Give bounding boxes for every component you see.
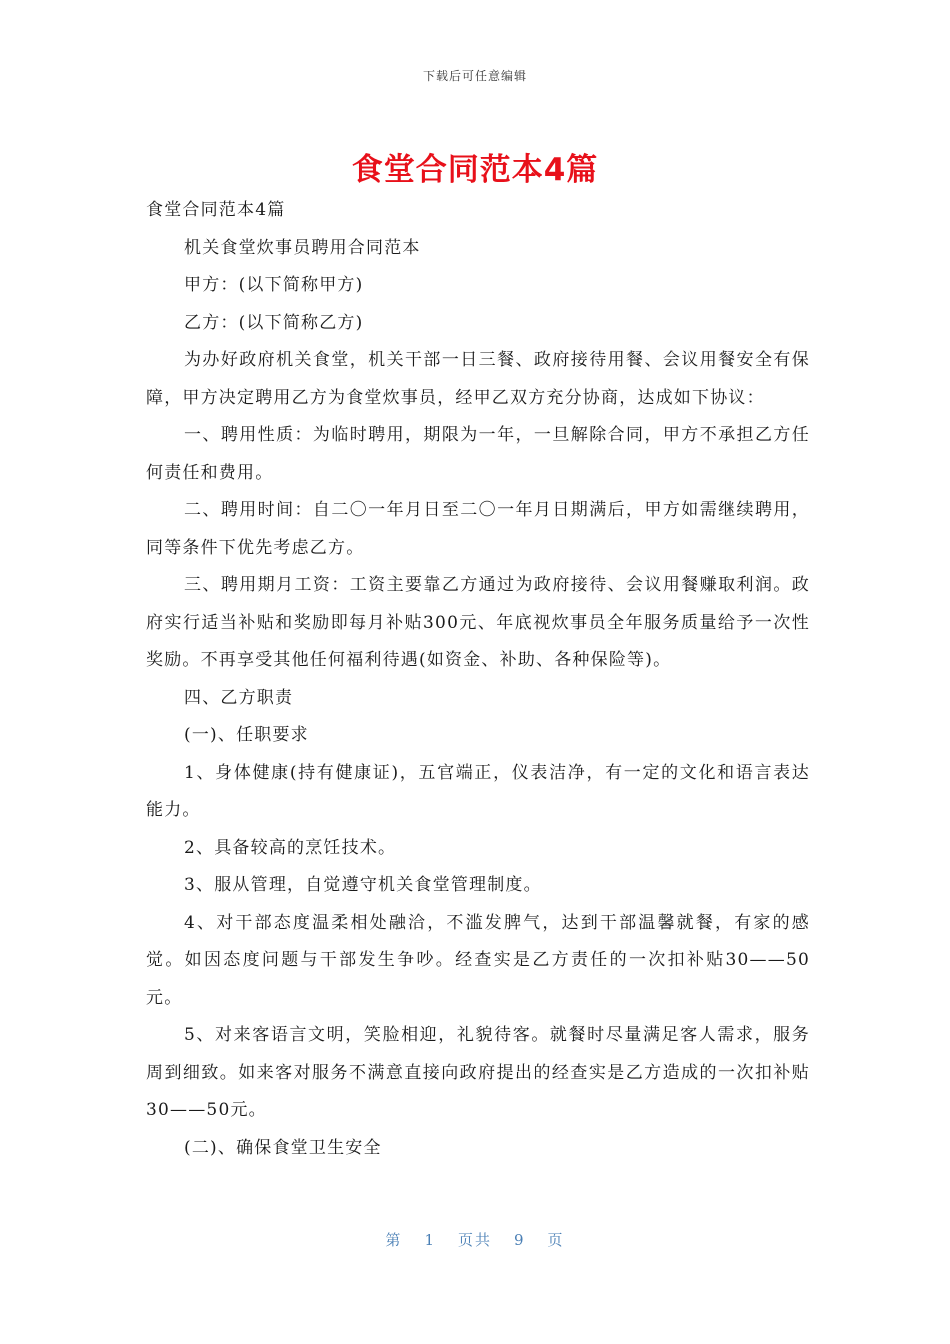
document-body (146, 192, 810, 1167)
doc-subtitle: 食堂合同范本4篇 (146, 200, 286, 220)
clause-2-paragraph: 二、聘用时间：自二〇一年月日至二〇一年月日期满后，甲方如需继续聘用，同等条件下优先考虑乙方。 (146, 500, 810, 558)
current-page-number: 1 (424, 1231, 436, 1249)
clause-1-paragraph: 一、聘用性质：为临时聘用，期限为一年，一旦解除合同，甲方不承担乙方任何责任和费用。 (146, 425, 810, 483)
document-title: 食堂合同范本4篇 (351, 152, 599, 188)
requirement-5-paragraph: 5、对来客语言文明，笑脸相迎，礼貌待客。就餐时尽量满足客人需求，服务周到细致。如来客对服务不满意直接向政府提出的经查实是乙方造成的一次扣补贴30——50元。 (146, 1025, 810, 1120)
preamble-paragraph: 为办好政府机关食堂，机关干部一日三餐、政府接待用餐、会议用餐安全有保障，甲方决定聘用乙方为食堂炊事员，经甲乙双方充分协商，达成如下协议： (146, 350, 810, 408)
requirement-1-paragraph: 1、身体健康(持有健康证)，五官端正，仪表洁净，有一定的文化和语言表达能力。 (146, 762, 810, 820)
requirement-2-paragraph: 2、具备较高的烹饪技术。 (184, 837, 397, 858)
header-note: 下载后可任意编辑 (422, 69, 527, 83)
footer-middle: 页共 (457, 1231, 492, 1249)
section-1-heading: (一)、任职要求 (184, 725, 309, 745)
clause-3-paragraph: 三、聘用期月工资：工资主要靠乙方通过为政府接待、会议用餐赚取利润。政府实行适当补贴和奖励即每月补贴300元、年底视炊事员全年服务质量给予一次性奖励。不再享受其他任何福利待遇(如资金、补助、各种保险等)。 (146, 575, 810, 670)
total-page-number: 9 (514, 1231, 526, 1249)
page-footer (0, 1229, 950, 1250)
requirement-4-paragraph: 4、对干部态度温柔相处融洽，不滥发脾气，达到干部温馨就餐，有家的感觉。如因态度问题与干部发生争吵。经查实是乙方责任的一次扣补贴30——50元。 (146, 912, 810, 1008)
clause-4-heading: 四、乙方职责 (184, 687, 294, 708)
footer-suffix: 页 (547, 1231, 565, 1249)
footer-prefix: 第 (385, 1231, 403, 1249)
party-b-line: 乙方：(以下简称乙方) (184, 312, 364, 333)
party-a-line: 甲方：(以下简称甲方) (184, 275, 364, 295)
contract-heading: 机关食堂炊事员聘用合同范本 (184, 237, 421, 258)
section-2-heading: (二)、确保食堂卫生安全 (184, 1137, 382, 1158)
requirement-3-paragraph: 3、服从管理，自觉遵守机关食堂管理制度。 (184, 875, 542, 895)
